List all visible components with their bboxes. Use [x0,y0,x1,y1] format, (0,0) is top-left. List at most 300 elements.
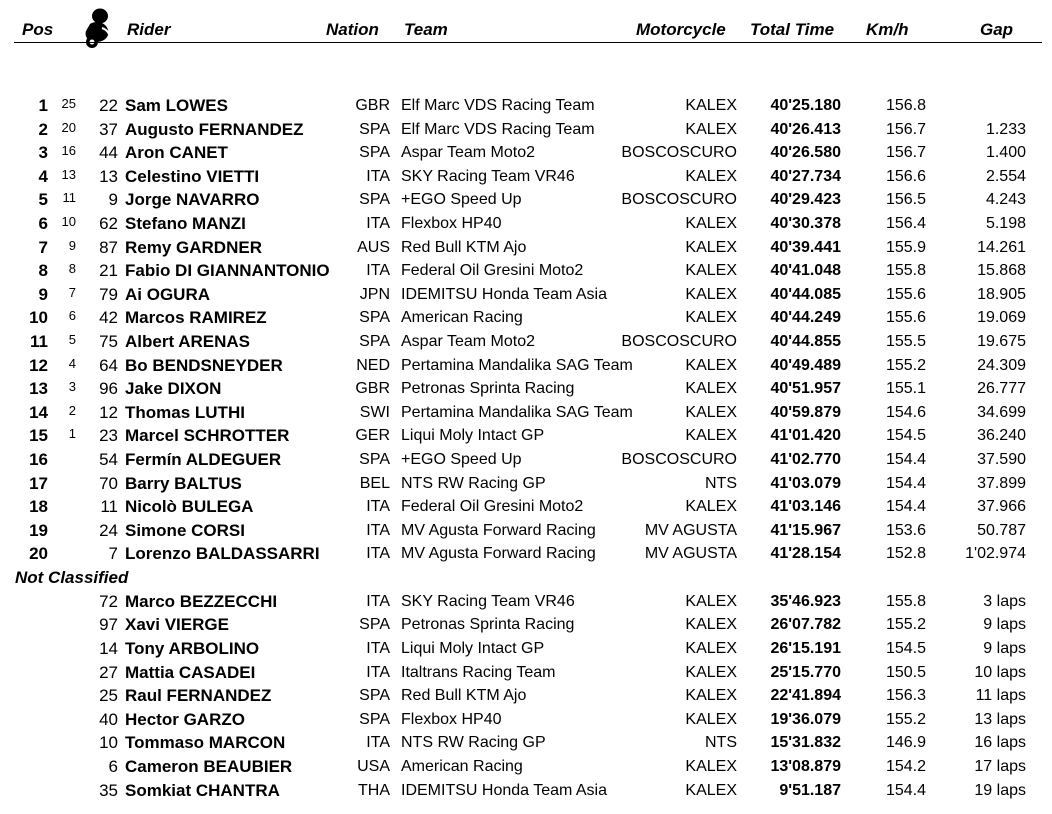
position: 16 [29,449,48,469]
table-row [0,661,1052,685]
header-pos: Pos [22,20,54,39]
table-row [0,424,1052,448]
total-time: 40'27.734 [770,167,841,185]
position: 15 [29,426,48,446]
speed-kmh: 156.4 [885,214,926,232]
total-time: 25'15.770 [770,663,841,681]
speed-kmh: 155.8 [885,592,926,610]
rider-number: 27 [99,662,118,682]
rider-number: 22 [99,96,118,115]
rider-name: Jorge NAVARRO [125,190,260,210]
rider-number: 11 [100,497,118,517]
total-time: 40'44.855 [770,332,841,350]
total-time: 13'08.879 [770,758,841,776]
header-divider [14,42,1042,43]
motorcycle: KALEX [685,262,737,280]
speed-kmh: 152.8 [885,545,926,563]
points: 7 [68,284,76,300]
team: Federal Oil Gresini Moto2 [401,498,584,516]
position: 12 [29,355,48,375]
position: 11 [30,331,48,351]
position: 8 [38,261,48,281]
total-time: 40'26.413 [770,120,841,138]
nation: SPA [359,332,390,350]
points: 9 [68,237,76,253]
rider-number: 97 [99,615,118,635]
nation: SPA [359,191,390,209]
motorcycle: KALEX [685,758,737,776]
rider-name: Tommaso MARCON [125,733,286,753]
table-row [0,590,1052,614]
team: Aspar Team Moto2 [401,144,535,162]
speed-kmh: 155.6 [885,309,926,327]
speed-kmh: 156.3 [885,687,926,705]
rider-name: Aron CANET [125,143,228,163]
not-classified-label: Not Classified [15,567,129,587]
header-gap: Gap [980,20,1014,39]
speed-kmh: 155.5 [885,332,926,350]
total-time: 9'51.187 [779,781,841,799]
nation: BEL [359,474,390,492]
gap: 18.905 [977,285,1026,303]
rider-name: Marcel SCHROTTER [125,426,290,446]
team: Pertamina Mandalika SAG Team [401,403,633,421]
total-time: 22'41.894 [770,687,841,705]
gap: 34.699 [977,403,1026,421]
header-nation: Nation [326,20,379,39]
nation: GER [355,427,390,445]
rider-name: Xavi VIERGE [125,615,229,635]
team: NTS RW Racing GP [401,474,546,492]
nation: ITA [366,592,390,610]
motorcycle: KALEX [685,687,737,705]
nation: THA [358,781,390,799]
speed-kmh: 153.6 [885,521,926,539]
position: 20 [29,544,48,564]
table-row [0,212,1052,236]
total-time: 41'02.770 [770,450,841,468]
position: 5 [38,190,48,210]
position: 13 [29,379,48,399]
rider-number: 7 [108,544,118,564]
motorcycle: KALEX [685,616,737,634]
motorcycle: KALEX [685,427,737,445]
team: Flexbox HP40 [401,710,502,728]
motorcycle: KALEX [685,592,737,610]
gap: 37.899 [977,474,1026,492]
gap: 4.243 [985,191,1026,209]
speed-kmh: 155.2 [885,616,926,634]
total-time: 26'15.191 [770,640,841,658]
speed-kmh: 154.5 [885,640,926,658]
nation: SPA [359,120,390,138]
results-table [0,94,1052,802]
gap: 15.868 [977,262,1026,280]
position: 1 [38,96,48,115]
speed-kmh: 155.6 [885,285,926,303]
speed-kmh: 154.4 [885,498,926,516]
points: 4 [68,355,76,371]
motorcycle: KALEX [685,214,737,232]
table-row [0,472,1052,496]
total-time: 15'31.832 [770,734,841,752]
speed-kmh: 154.4 [885,781,926,799]
nation: JPN [359,285,390,303]
rider-name: Barry BALTUS [125,473,242,493]
nation: SPA [359,616,390,634]
table-row [0,236,1052,260]
gap: 9 laps [983,616,1026,634]
motorcycle: KALEX [685,238,737,256]
team: Federal Oil Gresini Moto2 [401,262,584,280]
rider-name: Albert ARENAS [125,331,250,351]
team: Elf Marc VDS Racing Team [401,97,595,114]
team: MV Agusta Forward Racing [401,545,596,563]
table-row [0,684,1052,708]
rider-name: Fabio DI GIANNANTONIO [125,261,330,281]
table-row [0,519,1052,543]
table-row [0,755,1052,779]
gap: 5.198 [985,214,1026,232]
total-time: 40'26.580 [770,144,841,162]
header-rider: Rider [127,20,171,39]
speed-kmh: 156.7 [885,144,926,162]
table-row [0,306,1052,330]
table-row [0,779,1052,803]
table-row [0,495,1052,519]
rider-name: Jake DIXON [125,379,222,399]
rider-name: Hector GARZO [125,709,245,729]
position: 9 [38,284,48,304]
team: SKY Racing Team VR46 [401,592,575,610]
speed-kmh: 150.5 [885,663,926,681]
gap: 17 laps [974,758,1026,776]
team: American Racing [401,309,523,327]
points: 25 [61,96,76,111]
header-kmh: Km/h [866,20,909,39]
rider-name: Remy GARDNER [125,237,262,257]
rider-number: 35 [99,780,118,800]
rider-number: 12 [99,402,118,422]
header-motorcycle: Motorcycle [636,20,726,39]
total-time: 41'15.967 [770,521,841,539]
team: Petronas Sprinta Racing [401,380,575,398]
rider-number: 96 [99,379,118,399]
table-row [0,283,1052,307]
points: 13 [61,166,76,182]
position: 19 [29,520,48,540]
gap: 50.787 [977,521,1026,539]
speed-kmh: 156.8 [885,97,926,114]
total-time: 41'28.154 [770,545,841,563]
gap: 19 laps [974,781,1026,799]
nation: SPA [359,687,390,705]
team: Red Bull KTM Ajo [401,687,527,705]
table-row [0,165,1052,189]
total-time: 40'41.048 [770,262,841,280]
total-time: 40'44.249 [770,309,841,327]
header-total-time: Total Time [750,20,835,39]
table-row [0,141,1052,165]
rider-name: Sam LOWES [125,96,228,115]
motorcycle: KALEX [685,120,737,138]
nation: GBR [355,97,390,114]
total-time: 41'03.079 [770,474,841,492]
motorcycle: KALEX [685,710,737,728]
nation: AUS [357,238,390,256]
motorcycle: KALEX [685,640,737,658]
gap: 26.777 [977,380,1026,398]
gap: 19.675 [977,332,1026,350]
total-time: 41'03.146 [770,498,841,516]
position: 7 [38,237,48,257]
team: Aspar Team Moto2 [401,332,535,350]
nation: NED [356,356,390,374]
table-row [0,637,1052,661]
nation: ITA [366,640,390,658]
table-row [0,330,1052,354]
rider-number: 40 [99,709,118,729]
total-time: 40'44.085 [770,285,841,303]
points: 16 [61,143,76,159]
nation: ITA [366,214,390,232]
table-row [0,188,1052,212]
speed-kmh: 154.5 [885,427,926,445]
points: 1 [68,426,76,442]
rider-number: 72 [99,591,118,611]
rider-name: Lorenzo BALDASSARRI [125,544,320,564]
motorcycle: BOSCOSCURO [621,144,737,162]
position: 10 [29,308,48,328]
rider-number: 75 [99,331,118,351]
nation: SPA [359,309,390,327]
table-row [0,401,1052,425]
points: 2 [68,402,76,418]
table-row [0,94,1052,118]
rider-number: 6 [108,757,118,777]
rider-number: 14 [99,639,118,659]
table-row [0,354,1052,378]
motorcycle: KALEX [685,285,737,303]
rider-number: 42 [99,308,118,328]
rider-number: 10 [99,733,118,753]
rider-number: 13 [99,166,118,186]
speed-kmh: 155.9 [885,238,926,256]
total-time: 40'51.957 [770,380,841,398]
team: Liqui Moly Intact GP [401,640,545,658]
nation: ITA [366,545,390,563]
speed-kmh: 154.4 [885,450,926,468]
nation: ITA [366,663,390,681]
nation: SWI [359,403,390,421]
team: Petronas Sprinta Racing [401,616,575,634]
rider-name: Marcos RAMIREZ [125,308,267,328]
nation: ITA [366,167,390,185]
nation: SPA [359,144,390,162]
rider-name: Raul FERNANDEZ [125,686,272,706]
speed-kmh: 155.1 [885,380,926,398]
rider-name: Cameron BEAUBIER [125,757,293,777]
team: SKY Racing Team VR46 [401,167,575,185]
table-header [0,0,1052,46]
team: MV Agusta Forward Racing [401,521,596,539]
gap: 36.240 [977,427,1026,445]
table-row [0,259,1052,283]
motorcycle: KALEX [685,498,737,516]
table-row [0,731,1052,755]
nation: ITA [366,521,390,539]
rider-name: Ai OGURA [125,284,210,304]
team: IDEMITSU Honda Team Asia [401,285,608,303]
gap: 24.309 [977,356,1026,374]
table-row [0,448,1052,472]
motorcycle: KALEX [685,781,737,799]
gap: 16 laps [974,734,1026,752]
gap: 10 laps [974,663,1026,681]
team: Red Bull KTM Ajo [401,238,527,256]
gap: 1.400 [985,144,1026,162]
not-classified-heading [0,566,1052,590]
points: 3 [68,379,76,395]
rider-number: 87 [99,237,118,257]
motorcycle: KALEX [685,97,737,114]
points: 5 [68,331,76,347]
position: 4 [38,166,48,186]
not-classified-rows [0,590,1052,802]
team: +EGO Speed Up [401,191,522,209]
table-row [0,542,1052,566]
rider-name: Somkiat CHANTRA [125,780,280,800]
team: Liqui Moly Intact GP [401,427,545,445]
rider-number: 24 [99,520,118,540]
rider-name: Augusto FERNANDEZ [125,119,304,139]
gap: 14.261 [977,238,1026,256]
nation: ITA [366,734,390,752]
rider-number: 54 [99,449,118,469]
team: Italtrans Racing Team [401,663,556,681]
motorcycle: KALEX [685,167,737,185]
speed-kmh: 154.2 [885,758,926,776]
gap: 1'02.974 [965,545,1026,563]
position: 17 [29,473,48,493]
points: 6 [68,308,76,324]
team: American Racing [401,758,523,776]
total-time: 41'01.420 [770,427,841,445]
gap: 37.966 [977,498,1026,516]
motorcycle: KALEX [685,403,737,421]
motorcycle: BOSCOSCURO [621,191,737,209]
gap: 11 laps [975,687,1026,705]
nation: GBR [355,380,390,398]
total-time: 19'36.079 [770,710,841,728]
total-time: 40'49.489 [770,356,841,374]
rider-name: Tony ARBOLINO [125,639,260,659]
points: 10 [61,213,76,229]
table-row [0,708,1052,732]
team: Flexbox HP40 [401,214,502,232]
gap: 9 laps [983,640,1026,658]
team: Elf Marc VDS Racing Team [401,120,595,138]
motorcycle: BOSCOSCURO [621,450,737,468]
team: +EGO Speed Up [401,450,522,468]
nation: SPA [359,450,390,468]
header-team: Team [404,20,448,39]
gap: 3 laps [983,592,1026,610]
speed-kmh: 156.6 [885,167,926,185]
motorcycle: MV AGUSTA [644,521,737,539]
rider-number: 21 [99,261,118,281]
team: IDEMITSU Honda Team Asia [401,781,608,799]
position: 18 [29,497,48,517]
motorcycle: KALEX [685,356,737,374]
rider-number: 23 [99,426,118,446]
speed-kmh: 155.8 [885,262,926,280]
total-time: 40'30.378 [770,214,841,232]
total-time: 40'39.441 [770,238,841,256]
rider-number: 62 [99,213,118,233]
motorcycle: KALEX [685,663,737,681]
rider-number: 70 [99,473,118,493]
total-time: 26'07.782 [770,616,841,634]
total-time: 35'46.923 [770,592,841,610]
position: 2 [38,119,48,139]
speed-kmh: 154.6 [885,403,926,421]
points: 11 [62,190,76,206]
table-row [0,377,1052,401]
nation: SPA [359,710,390,728]
rider-number: 37 [99,119,118,139]
rider-number: 64 [99,355,118,375]
rider-number: 79 [99,284,118,304]
position: 6 [38,213,48,233]
position: 3 [38,143,48,163]
total-time: 40'29.423 [770,191,841,209]
total-time: 40'59.879 [770,403,841,421]
speed-kmh: 156.5 [885,191,926,209]
rider-number: 9 [108,190,118,210]
speed-kmh: 156.7 [885,120,926,138]
motorcycle: KALEX [685,380,737,398]
motorcycle-rider-icon [78,6,118,50]
speed-kmh: 155.2 [885,356,926,374]
gap: 19.069 [977,309,1026,327]
rider-name: Marco BEZZECCHI [125,591,278,611]
speed-kmh: 155.2 [885,710,926,728]
speed-kmh: 154.4 [885,474,926,492]
rider-name: Simone CORSI [125,520,245,540]
rider-name: Nicolò BULEGA [125,497,254,517]
rider-name: Bo BENDSNEYDER [125,355,283,375]
points: 8 [68,261,76,277]
table-row [0,118,1052,142]
nation: USA [357,758,390,776]
nation: ITA [366,498,390,516]
table-row [0,613,1052,637]
gap: 13 laps [974,710,1026,728]
rider-number: 44 [99,143,118,163]
position: 14 [29,402,48,422]
nation: ITA [366,262,390,280]
gap: 2.554 [985,167,1026,185]
motorcycle: NTS [705,734,737,752]
rider-name: Celestino VIETTI [125,166,260,186]
motorcycle: BOSCOSCURO [621,332,737,350]
rider-name: Fermín ALDEGUER [125,449,282,469]
rider-number: 25 [99,686,118,706]
total-time: 40'25.180 [770,97,841,114]
classified-rows [0,94,1052,566]
rider-name: Mattia CASADEI [125,662,256,682]
